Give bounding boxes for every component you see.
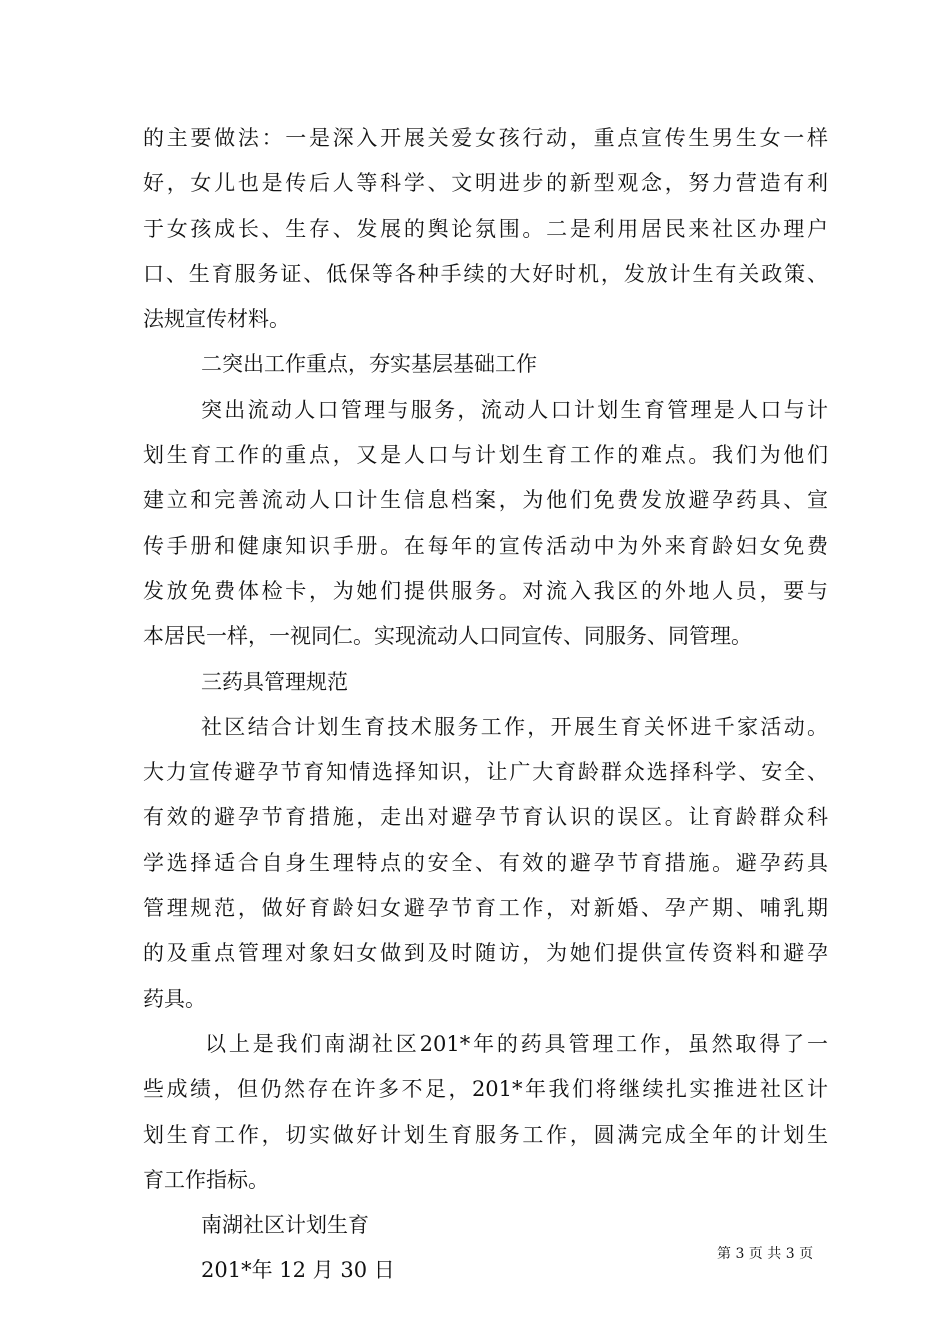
text-line: 发放免费体检卡，为她们提供服务。对流入我区的外地人员，要与 (143, 578, 828, 603)
text-line: 好，女儿也是传后人等科学、文明进步的新型观念，努力营造有利 (143, 171, 828, 196)
text-line: 划生育工作的重点，又是人口与计划生育工作的难点。我们为他们 (143, 443, 828, 468)
text-line: 建立和完善流动人口计生信息档案，为他们免费发放避孕药具、宣 (143, 488, 828, 513)
text-line: 管理规范，做好育龄妇女避孕节育工作，对新婚、孕产期、哺乳期 (143, 896, 828, 921)
text-line: 药具。 (143, 986, 206, 1011)
signature: 南湖社区计划生育 (201, 1213, 369, 1238)
paragraph-3 (143, 705, 828, 1022)
text-line: 的及重点管理对象妇女做到及时随访，为她们提供宣传资料和避孕 (143, 941, 828, 966)
paragraph-intro (143, 116, 828, 342)
text-line: 突出流动人口管理与服务，流动人口计划生育管理是人口与计 (201, 397, 828, 422)
page-indicator: 第 3 页 共 3 页 (717, 1246, 814, 1262)
text-line: 于女孩成长、生存、发展的舆论氛围。二是利用居民来社区办理户 (143, 216, 828, 241)
text-line: 口、生育服务证、低保等各种手续的大好时机，发放计生有关政策、 (143, 261, 828, 286)
text-line: 大力宣传避孕节育知情选择知识，让广大育龄群众选择科学、安全、 (143, 760, 828, 785)
text-line: 法规宣传材料。 (143, 307, 290, 332)
text-line: 传手册和健康知识手册。在每年的宣传活动中为外来育龄妇女免费 (143, 533, 828, 558)
text-line: 划生育工作，切实做好计划生育服务工作，圆满完成全年的计划生 (143, 1122, 828, 1147)
document-date: 201*年 12 月 30 日 (201, 1258, 395, 1283)
text-line: 有效的避孕节育措施，走出对避孕节育认识的误区。让育龄群众科 (143, 805, 828, 830)
section-heading-2: 二突出工作重点，夯实基层基础工作 (201, 352, 537, 377)
text-line: 学选择适合自身生理特点的安全、有效的避孕节育措施。避孕药具 (143, 850, 828, 875)
paragraph-2 (143, 388, 828, 660)
document-body (143, 116, 828, 1294)
text-line: 社区结合计划生育技术服务工作，开展生育关怀进千家活动。 (201, 714, 828, 739)
text-line: 些成绩，但仍然存在许多不足，201*年我们将继续扎实推进社区计 (143, 1077, 828, 1102)
paragraph-summary (143, 1022, 828, 1203)
text-line: 本居民一样，一视同仁。实现流动人口同宣传、同服务、同管理。 (143, 624, 752, 649)
text-line: 的主要做法：一是深入开展关爱女孩行动，重点宣传生男生女一样 (143, 126, 828, 150)
text-line: 以上是我们南湖社区201*年的药具管理工作，虽然取得了一 (205, 1031, 828, 1056)
section-heading-3: 三药具管理规范 (201, 669, 348, 694)
text-line: 育工作指标。 (143, 1167, 269, 1192)
